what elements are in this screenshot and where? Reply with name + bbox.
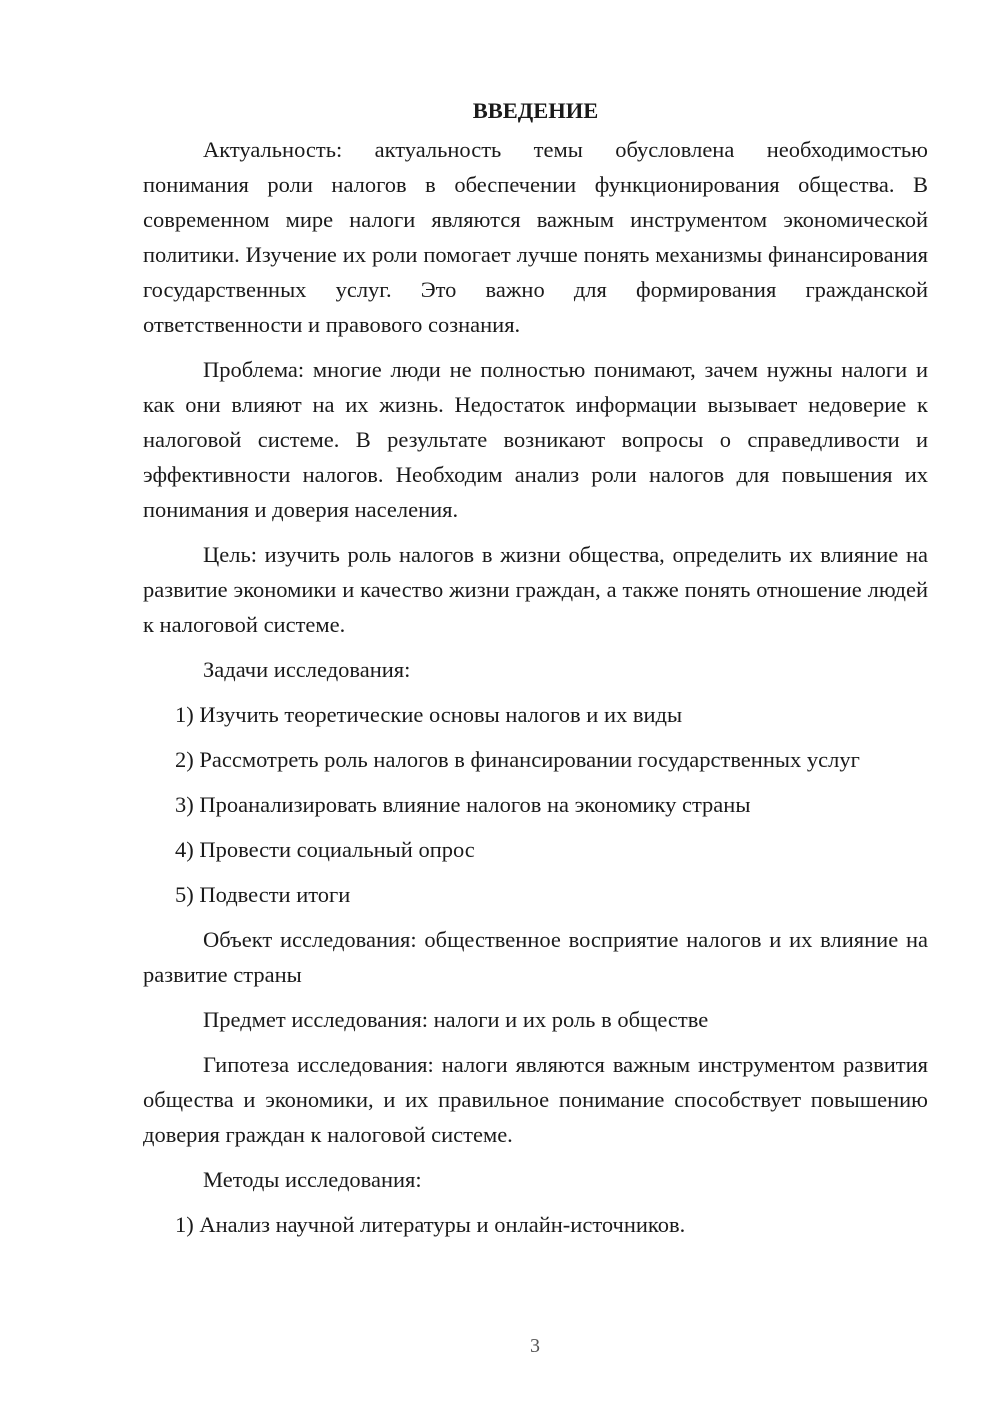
paragraph-relevance: Актуальность: актуальность темы обусловлена необходимостью понимания роли налогов в обеспечении функционирования общества. В современном мире налоги являются важным инструментом экономической политики. Изучение их роли помогает лучше понять механизмы финансирования государственных услуг. Это важно для формирования гражданской ответственности и правового сознания. bbox=[143, 137, 928, 337]
paragraph-problem: Проблема: многие люди не полностью понимают, зачем нужны налоги и как они влияют на их жизнь. Недостаток информации вызывает недоверие к налоговой системе. В результате возникают вопросы о справедливости и эффективности налогов. Необходим анализ роли налогов для повышения их понимания и доверия населения. bbox=[143, 357, 928, 522]
list-item-task-1: 1) Изучить теоретические основы налогов и их виды bbox=[175, 702, 683, 727]
list-item-task-4: 4) Провести социальный опрос bbox=[175, 837, 475, 862]
page-number: 3 bbox=[530, 1335, 540, 1357]
paragraph-goal: Цель: изучить роль налогов в жизни общества, определить их влияние на развитие экономики и качество жизни граждан, а также понять отношение людей к налоговой системе. bbox=[143, 542, 928, 637]
paragraph-tasks-heading: Задачи исследования: bbox=[203, 657, 411, 682]
section-title: ВВЕДЕНИЕ bbox=[472, 98, 599, 123]
list-item-task-2: 2) Рассмотреть роль налогов в финансировании государственных услуг bbox=[175, 747, 860, 772]
paragraph-methods-heading: Методы исследования: bbox=[203, 1167, 422, 1192]
paragraph-subject: Предмет исследования: налоги и их роль в обществе bbox=[203, 1007, 709, 1032]
list-item-method-1: 1) Анализ научной литературы и онлайн-источников. bbox=[175, 1212, 686, 1237]
list-item-task-5: 5) Подвести итоги bbox=[175, 882, 351, 907]
document-body bbox=[143, 96, 928, 1252]
paragraph-hypothesis: Гипотеза исследования: налоги являются важным инструментом развития общества и экономики, и их правильное понимание способствует повышению доверия граждан к налоговой системе. bbox=[143, 1052, 928, 1147]
paragraph-object: Объект исследования: общественное восприятие налогов и их влияние на развитие страны bbox=[143, 927, 928, 987]
list-item-task-3: 3) Проанализировать влияние налогов на экономику страны bbox=[175, 792, 751, 817]
